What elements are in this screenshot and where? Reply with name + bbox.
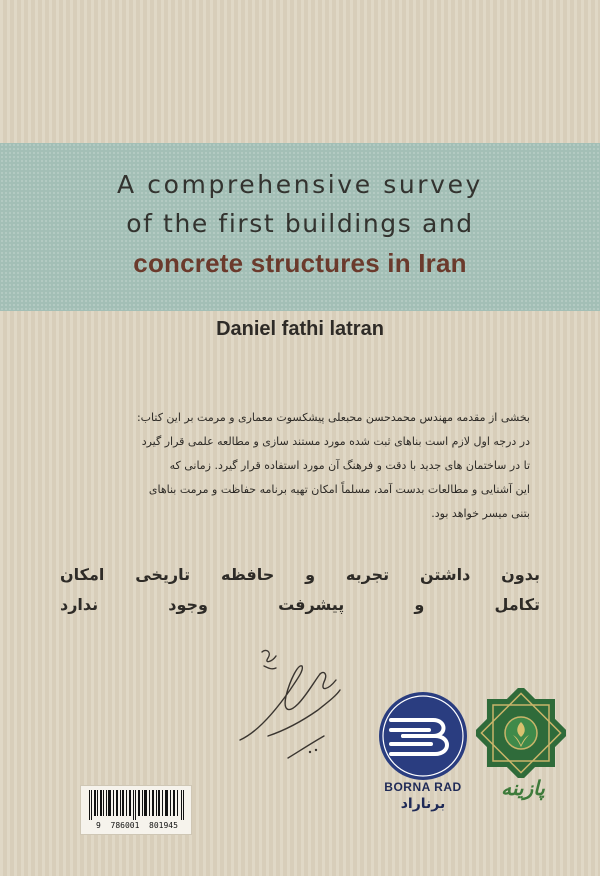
barcode-icon bbox=[87, 790, 187, 820]
borna-english-name: BORNA RAD bbox=[384, 780, 462, 794]
pazineh-publisher-name: پازینه bbox=[501, 776, 545, 800]
title-line-1: A comprehensive survey bbox=[117, 170, 483, 199]
description-line: بتنی میسر خواهد بود. bbox=[431, 507, 530, 520]
author-name: Daniel fathi latran bbox=[216, 318, 384, 340]
star-emblem-icon bbox=[476, 688, 566, 778]
slogan bbox=[60, 560, 540, 620]
borna-logo-icon bbox=[373, 686, 473, 786]
slogan-line: بدون داشتن تجربه و حافظه تاریخی امکان bbox=[60, 565, 540, 584]
description-line: تا در ساختمان های جدید با دقت و فرهنگ آن مورد استفاده قرار گیرد. زمانی که bbox=[169, 459, 530, 472]
title-line-2: of the first buildings and bbox=[126, 209, 474, 238]
slogan-line: تکامل و پیشرفت وجود ندارد bbox=[60, 595, 540, 614]
description-line: این آشنایی و مطالعات بدست آمد، مسلماً امکان تهیه برنامه حفاظت و مرمت بناهای bbox=[148, 483, 530, 496]
description-line: بخشی از مقدمه مهندس محمدحسن محبعلی پیشکسوت معماری و مرمت بر این کتاب: bbox=[136, 411, 530, 424]
borna-rad-publisher bbox=[373, 686, 473, 818]
description-line: در درجه اول لازم است بناهای ثبت شده مورد مستند سازی و مطالعه علمی قرار گیرد bbox=[141, 435, 530, 448]
description-paragraph bbox=[70, 406, 530, 526]
signature-icon bbox=[228, 640, 368, 770]
isbn-barcode bbox=[80, 785, 192, 835]
barcode-number: 9 786001 801945 bbox=[96, 821, 178, 830]
borna-persian-name: برناراد bbox=[400, 796, 446, 812]
title-line-3: concrete structures in Iran bbox=[133, 248, 467, 278]
